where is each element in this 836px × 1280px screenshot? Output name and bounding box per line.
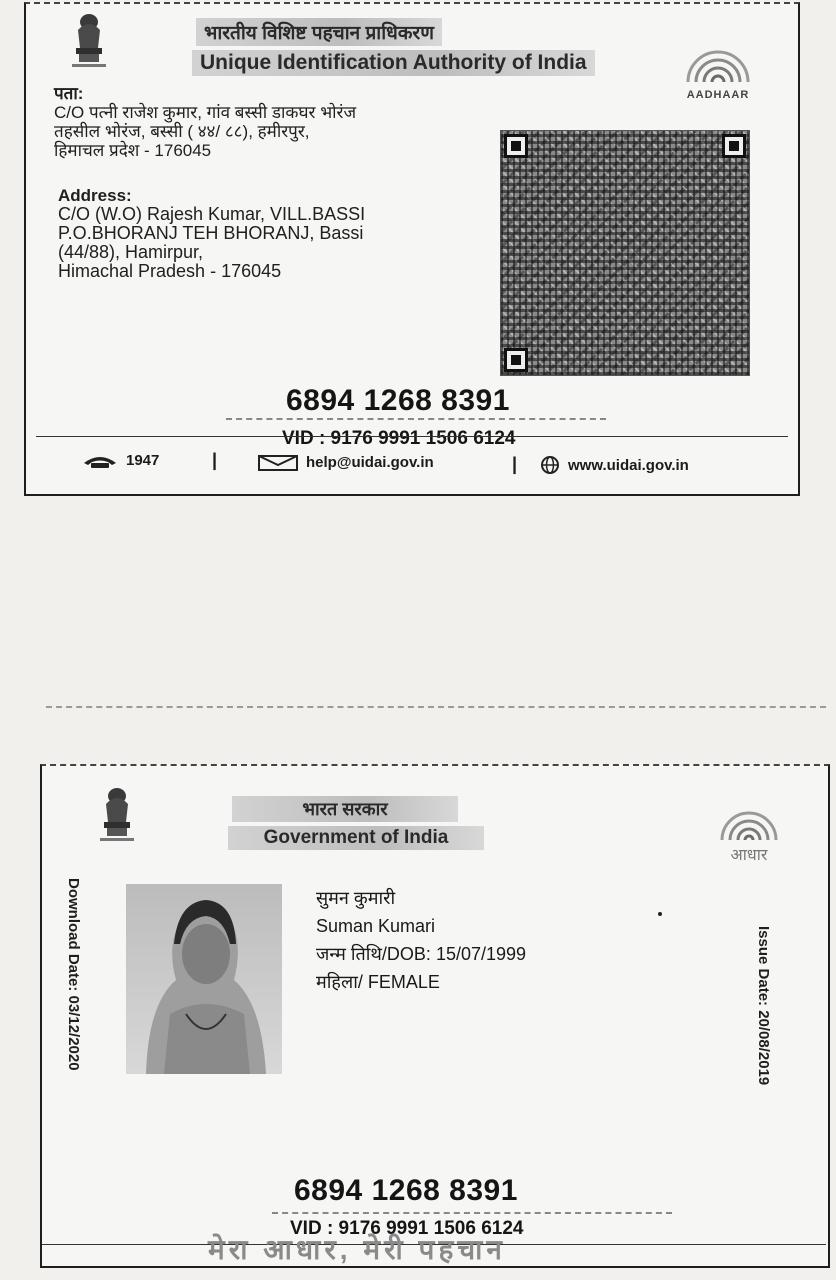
vid-number: VID : 9176 9991 1506 6124 (282, 428, 516, 449)
national-emblem-icon (94, 782, 140, 846)
holder-details (316, 884, 526, 996)
header-hindi: भारतीय विशिष्ट पहचान प्राधिकरण (196, 18, 442, 46)
name-hindi: सुमन कुमारी (316, 888, 396, 908)
issue-date: Issue Date: 20/08/2019 (755, 926, 772, 1086)
gender: महिला/ FEMALE (316, 972, 440, 992)
globe-icon (540, 456, 560, 474)
aadhaar-front-card (40, 764, 830, 1268)
email-icon (258, 455, 298, 471)
national-emblem-icon (66, 8, 112, 72)
aadhaar-logo-icon (676, 40, 760, 100)
footer-separator: | (512, 454, 518, 474)
address-english-line: Himachal Pradesh - 176045 (58, 261, 282, 281)
qr-code (500, 130, 750, 376)
qr-finder (504, 348, 528, 372)
aadhaar-number: 6894 1268 8391 (294, 1174, 518, 1207)
phone-number: 1947 (126, 452, 160, 469)
address-hindi-line: हिमाचल प्रदेश - 176045 (54, 141, 212, 160)
address-english-line: (44/88), Hamirpur, (58, 242, 204, 262)
phone-icon (82, 453, 118, 469)
address-label-english: Address: (58, 186, 132, 205)
address-english-block (58, 186, 365, 281)
address-hindi-line: तहसील भोरंज, बस्सी ( ४४/ ८८), हमीरपुर, (54, 122, 310, 141)
qr-finder (504, 134, 528, 158)
header-hindi: भारत सरकार (232, 796, 458, 822)
divider (272, 1212, 672, 1214)
slogan: मेरा आधार, मेरी पहचान (208, 1234, 506, 1265)
footer-phone (82, 452, 159, 469)
divider (36, 436, 788, 437)
header-english: Unique Identification Authority of India (192, 50, 595, 76)
aadhaar-logo-text: आधार (730, 847, 768, 864)
header-english: Government of India (228, 826, 484, 850)
aadhaar-number: 6894 1268 8391 (286, 384, 510, 417)
divider (226, 418, 606, 420)
address-label-hindi: पता: (54, 84, 84, 103)
address-hindi-block (54, 84, 356, 160)
aadhaar-back-card (24, 2, 800, 496)
address-english-line: C/O (W.O) Rajesh Kumar, VILL.BASSI (58, 204, 366, 224)
aadhaar-logo-icon (712, 802, 786, 862)
holder-photo (126, 884, 282, 1074)
date-of-birth: जन्म तिथि/DOB: 15/07/1999 (316, 944, 527, 964)
email-address: help@uidai.gov.in (306, 454, 434, 471)
aadhaar-logo-text: AADHAAR (686, 89, 750, 101)
ink-speck (658, 912, 662, 916)
footer-separator: | (212, 450, 218, 470)
address-english-line: P.O.BHORANJ TEH BHORANJ, Bassi (58, 223, 364, 243)
vid-number: VID : 9176 9991 1506 6124 (290, 1218, 524, 1239)
footer-website (540, 456, 689, 474)
website-url: www.uidai.gov.in (568, 456, 689, 474)
name-english: Suman Kumari (316, 916, 436, 936)
address-hindi-line: C/O पत्नी राजेश कुमार, गांव बस्सी डाकघर भोरंज (54, 103, 357, 122)
qr-finder (722, 134, 746, 158)
fold-line (46, 706, 826, 708)
footer-email (258, 454, 434, 471)
download-date: Download Date: 03/12/2020 (65, 878, 82, 1071)
